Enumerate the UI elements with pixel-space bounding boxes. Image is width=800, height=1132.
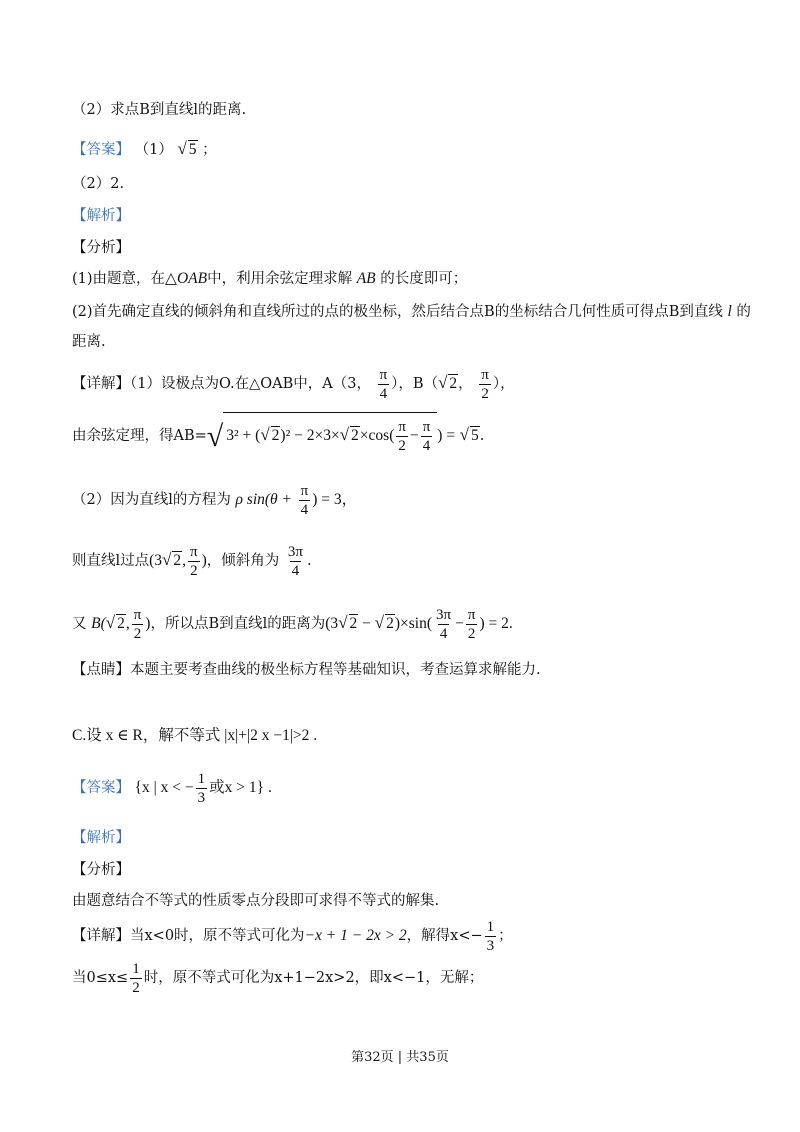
denominator: 2 bbox=[132, 979, 140, 996]
text: ），B（ bbox=[391, 376, 439, 392]
numerator: π bbox=[300, 482, 309, 499]
expr: − bbox=[409, 427, 419, 444]
fenxi-heading bbox=[72, 237, 740, 259]
denominator: 4 bbox=[291, 562, 300, 579]
fenxi-heading-2 bbox=[72, 859, 740, 881]
text: 中，利用余弦定理求解 bbox=[207, 271, 353, 287]
fraction bbox=[299, 482, 311, 519]
text: 的长度即可； bbox=[380, 271, 468, 287]
fraction bbox=[434, 606, 453, 643]
segment-label: AB bbox=[356, 270, 376, 287]
radicand: 2 bbox=[173, 552, 182, 569]
expr: , bbox=[182, 552, 187, 569]
text: （1）设极点为O.在△OAB中，A（3， bbox=[130, 376, 371, 392]
expr: B( bbox=[91, 615, 106, 632]
answer-tag: 【答案】 bbox=[72, 780, 130, 796]
expr: 3² + ( bbox=[226, 427, 261, 444]
analysis-line-1 bbox=[72, 268, 740, 290]
numerator: π bbox=[379, 366, 388, 383]
text: ，倾斜角为 bbox=[206, 553, 280, 569]
sqrt-symbol: √ bbox=[438, 373, 448, 392]
numerator: 3π bbox=[287, 543, 303, 560]
detail-line-5: 又 B(√ 2, $\frac{\pi}{2}$ )，所以点B到直线l的距离为(3√ 2 − √ 2)×sin( $\frac{3\pi}{4}$ − $\frac{\pi}{2}$ ) = 2. bbox=[72, 606, 513, 642]
radicand: 2 bbox=[449, 375, 458, 392]
question-text: （2）求点B到直线l的距离. bbox=[72, 102, 247, 118]
punctuation: ； bbox=[202, 142, 217, 158]
expr: ×cos( bbox=[359, 427, 395, 444]
numerator: π bbox=[190, 543, 198, 560]
question-c-text: C.设 x ∈ R，解不等式 |x|+|2 x −1|>2 . bbox=[72, 727, 318, 744]
answer-value: 5 bbox=[188, 141, 197, 158]
question-part-2 bbox=[72, 99, 740, 121]
denominator: 4 bbox=[422, 437, 431, 454]
text: 当x<0时，原不等式可化为 bbox=[130, 928, 305, 944]
question-c bbox=[72, 725, 740, 747]
text: ， bbox=[458, 376, 473, 392]
numerator: π bbox=[398, 418, 406, 435]
radicand: 2 bbox=[386, 615, 394, 632]
radicand: 2 bbox=[349, 615, 358, 632]
page-footer: 第32页 | 共35页 bbox=[351, 1050, 449, 1065]
numerator: π bbox=[133, 606, 142, 623]
denominator: 3 bbox=[486, 937, 495, 954]
analysis-line-3 bbox=[72, 331, 740, 353]
jiexi-heading-2 bbox=[72, 827, 740, 849]
expr: {x | x < − bbox=[134, 779, 194, 796]
fraction bbox=[378, 366, 390, 403]
detail-c-1 bbox=[72, 916, 740, 956]
expr: ) = bbox=[437, 427, 456, 444]
fraction bbox=[132, 606, 144, 643]
analysis-c-text: 由题意结合不等式的性质零点分段即可求得不等式的解集. bbox=[72, 893, 440, 909]
sqrt-symbol: √ bbox=[206, 420, 224, 453]
text: ）， bbox=[492, 376, 515, 392]
denominator: 2 bbox=[398, 437, 406, 454]
numerator: 1 bbox=[132, 960, 140, 977]
expr: , bbox=[125, 615, 130, 632]
detail-line-2: 由余弦定理，得AB=√ 3² + (√ 2)² − 2×3×√ 2×cos( $\frac{\pi}{2}$ − $\frac{\pi}{4}$ ) = √ 5. bbox=[72, 412, 740, 457]
text: 则直线l过点 bbox=[72, 553, 150, 569]
denominator: 2 bbox=[467, 625, 476, 642]
expr: ) bbox=[201, 552, 207, 569]
expr: ) = 3， bbox=[312, 491, 358, 508]
fenxi-tag: 【分析】 bbox=[72, 862, 130, 878]
numerator: 3π bbox=[436, 606, 452, 623]
text: 的 bbox=[736, 304, 751, 320]
detail-line-1 bbox=[72, 363, 740, 404]
text: 由余弦定理，得AB= bbox=[72, 428, 207, 444]
xiangjie-tag: 【详解】 bbox=[72, 928, 130, 944]
fraction bbox=[130, 960, 142, 997]
answer-part-label: （1） bbox=[134, 142, 173, 158]
numerator: 1 bbox=[197, 770, 206, 787]
fraction bbox=[479, 366, 491, 403]
jiexi-tag: 【解析】 bbox=[72, 830, 130, 846]
analysis-line-2 bbox=[72, 301, 751, 323]
expr: (3 bbox=[325, 615, 339, 632]
text: 当0≤x≤ bbox=[72, 970, 129, 986]
denominator: 4 bbox=[300, 501, 309, 518]
detail-line-4: 则直线l过点(3√ 2, $\frac{\pi}{2}$ )，倾斜角为 $\frac{3\pi}{4}$ . bbox=[72, 543, 312, 579]
answer-c bbox=[72, 768, 740, 808]
text: ，所以点B到直线l的距离为 bbox=[150, 616, 326, 632]
jiexi-heading bbox=[72, 205, 740, 227]
numerator: π bbox=[422, 418, 431, 435]
punctuation: . bbox=[306, 553, 312, 569]
text: 时，原不等式可化为x+1−2x>2，即x<−1，无解； bbox=[143, 970, 484, 986]
denominator: 2 bbox=[481, 385, 489, 402]
jiexi-tag: 【解析】 bbox=[72, 208, 130, 224]
denominator: 3 bbox=[197, 789, 206, 806]
numerator: π bbox=[467, 606, 476, 623]
fenxi-tag: 【分析】 bbox=[72, 240, 130, 256]
radicand: 2 bbox=[271, 427, 280, 444]
line-label: l bbox=[727, 303, 732, 320]
expr: ) bbox=[145, 615, 151, 632]
expr: ) = 2. bbox=[479, 615, 513, 632]
dianjing-text: 【点睛】本题主要考查曲线的极坐标方程等基础知识，考查运算求解能力. bbox=[72, 662, 541, 678]
dianjing-line bbox=[72, 659, 740, 681]
detail-line-3 bbox=[72, 480, 740, 520]
answer-tag: 【答案】 bbox=[72, 142, 130, 158]
result: 5 bbox=[471, 427, 479, 444]
fraction bbox=[485, 918, 497, 955]
fraction bbox=[188, 543, 200, 580]
answer-line-2 bbox=[72, 173, 740, 195]
punctuation: ； bbox=[498, 928, 513, 944]
denominator: 2 bbox=[190, 562, 198, 579]
numerator: π bbox=[481, 366, 489, 383]
denominator: 2 bbox=[133, 625, 142, 642]
detail-c-2 bbox=[72, 958, 740, 998]
expr: − bbox=[455, 615, 464, 632]
expr: − bbox=[358, 615, 375, 632]
sqrt-symbol: √ bbox=[177, 139, 187, 158]
fraction bbox=[196, 770, 208, 807]
text: 距离. bbox=[72, 334, 106, 350]
answer-part-2: （2）2. bbox=[72, 176, 125, 192]
numerator: 1 bbox=[486, 918, 495, 935]
text: （2）因为直线l的方程为 bbox=[72, 492, 231, 508]
punctuation: . bbox=[479, 428, 485, 444]
text: (1)由题意，在 bbox=[72, 271, 166, 287]
expr: 或x > 1} . bbox=[209, 779, 272, 796]
fraction bbox=[286, 543, 305, 580]
line-equation: ρ sin(θ + bbox=[235, 491, 292, 508]
expr: )² − 2×3× bbox=[280, 427, 340, 444]
inequality: −x + 1 − 2x > 2 bbox=[304, 927, 407, 944]
radicand: 2 bbox=[117, 615, 125, 632]
triangle-label: △OAB bbox=[165, 270, 208, 287]
text: ，解得x<− bbox=[406, 928, 483, 944]
expr: )×sin( bbox=[394, 615, 433, 632]
radicand: 2 bbox=[351, 427, 359, 444]
answer-line-1 bbox=[72, 138, 740, 161]
denominator: 4 bbox=[379, 385, 388, 402]
fraction bbox=[466, 606, 478, 643]
text: 又 bbox=[72, 616, 87, 632]
expr: (3 bbox=[149, 552, 163, 569]
denominator: 4 bbox=[439, 625, 448, 642]
analysis-c bbox=[72, 890, 740, 912]
xiangjie-tag: 【详解】 bbox=[72, 376, 130, 392]
text: (2)首先确定直线的倾斜角和直线所过的点的极坐标，然后结合点B的坐标结合几何性质可得点B到直线 bbox=[72, 304, 723, 320]
cosine-law-expression: 3² + (√ 2)² − 2×3×√ 2×cos( $\frac{\pi}{2}$ − $\frac{\pi}{4}$ bbox=[223, 412, 437, 456]
